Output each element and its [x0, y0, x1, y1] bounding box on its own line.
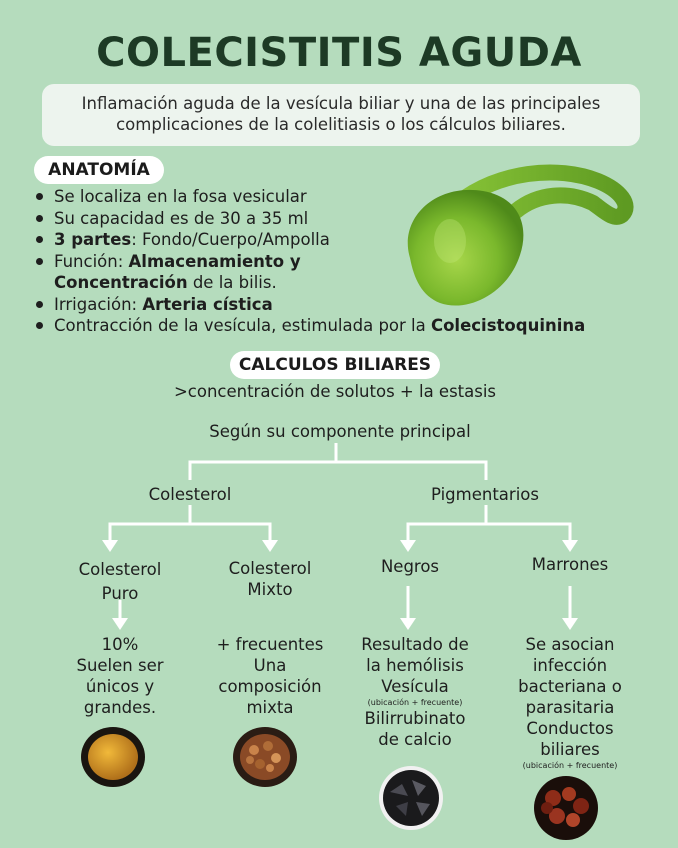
mixto-description [195, 634, 345, 718]
negros-description [345, 634, 485, 750]
cholesterol-pure-stone-image [80, 726, 146, 788]
desc-line: Bilirrubinato [364, 709, 466, 728]
desc-line: Vesícula [381, 677, 449, 696]
item-text: Irrigación: [54, 294, 143, 314]
desc-line: grandes. [83, 698, 157, 717]
cause-text: >concentración de solutos + la estasis [173, 382, 497, 401]
label-line: Mixto [247, 580, 293, 599]
desc-line: parasitaria [525, 698, 615, 717]
intro-line: Inflamación aguda de la vesícula biliar y una de las principales [81, 94, 601, 113]
puro-description [45, 634, 195, 718]
desc-line: 10% [101, 635, 139, 654]
classification-text: Según su componente principal [209, 422, 471, 441]
pigmentarios-label: Pigmentarios [431, 485, 539, 504]
intro-line: complicaciones de la colelitiasis o los cálculos biliares. [116, 115, 566, 134]
desc-note: (ubicación + frecuente) [367, 698, 463, 707]
label-line: Colesterol [78, 560, 162, 579]
marrones-description [495, 634, 645, 771]
desc-line: + frecuentes [216, 635, 324, 654]
negros-label: Negros [380, 557, 440, 576]
desc-line: Una [253, 656, 287, 675]
calculi-heading: CALCULOS BILIARES [230, 351, 440, 379]
item-bold: 3 partes [54, 230, 132, 249]
desc-line: mixta [246, 698, 294, 717]
item-text: Se localiza en la fosa vesicular [54, 187, 307, 206]
desc-line: composición [218, 677, 322, 696]
item-text: : Fondo/Cuerpo/Ampolla [131, 230, 330, 249]
desc-line: de calcio [378, 730, 452, 749]
colesterol-puro-label [50, 558, 190, 606]
desc-line: Conductos [526, 719, 614, 738]
desc-line: la hemólisis [366, 656, 464, 675]
anatomy-heading: ANATOMÍA [34, 156, 164, 184]
item-bold: Almacenamiento y [128, 251, 301, 271]
label-line: Puro [101, 584, 139, 603]
desc-line: Se asocian [525, 635, 615, 654]
desc-line: bacteriana o [518, 677, 622, 696]
page-title: COLECISTITIS AGUDA [96, 30, 582, 76]
black-stones-image [378, 766, 444, 830]
item-bold: Arteria cística [142, 294, 273, 314]
item-bold: Colecistoquinina [430, 316, 586, 335]
item-bold: Concentración [54, 273, 188, 292]
desc-line: biliares [540, 740, 600, 759]
desc-line: únicos y [85, 677, 155, 696]
colesterol-label: Colesterol [148, 485, 232, 504]
desc-line: infección [532, 656, 608, 675]
item-text: Su capacidad es de 30 a 35 ml [54, 208, 309, 228]
desc-line: Resultado de [361, 635, 469, 654]
brown-stones-image [533, 776, 599, 840]
colesterol-mixto-label [200, 558, 340, 600]
item-text: Función: [54, 251, 129, 271]
desc-line: Suelen ser [76, 656, 164, 675]
marrones-label: Marrones [531, 555, 609, 574]
item-text: de la bilis. [187, 273, 277, 292]
item-text: Contracción de la vesícula, estimulada por la [54, 316, 431, 335]
label-line: Colesterol [228, 559, 312, 578]
desc-note: (ubicación + frecuente) [522, 761, 618, 770]
cholesterol-mixed-stone-image [232, 726, 298, 788]
